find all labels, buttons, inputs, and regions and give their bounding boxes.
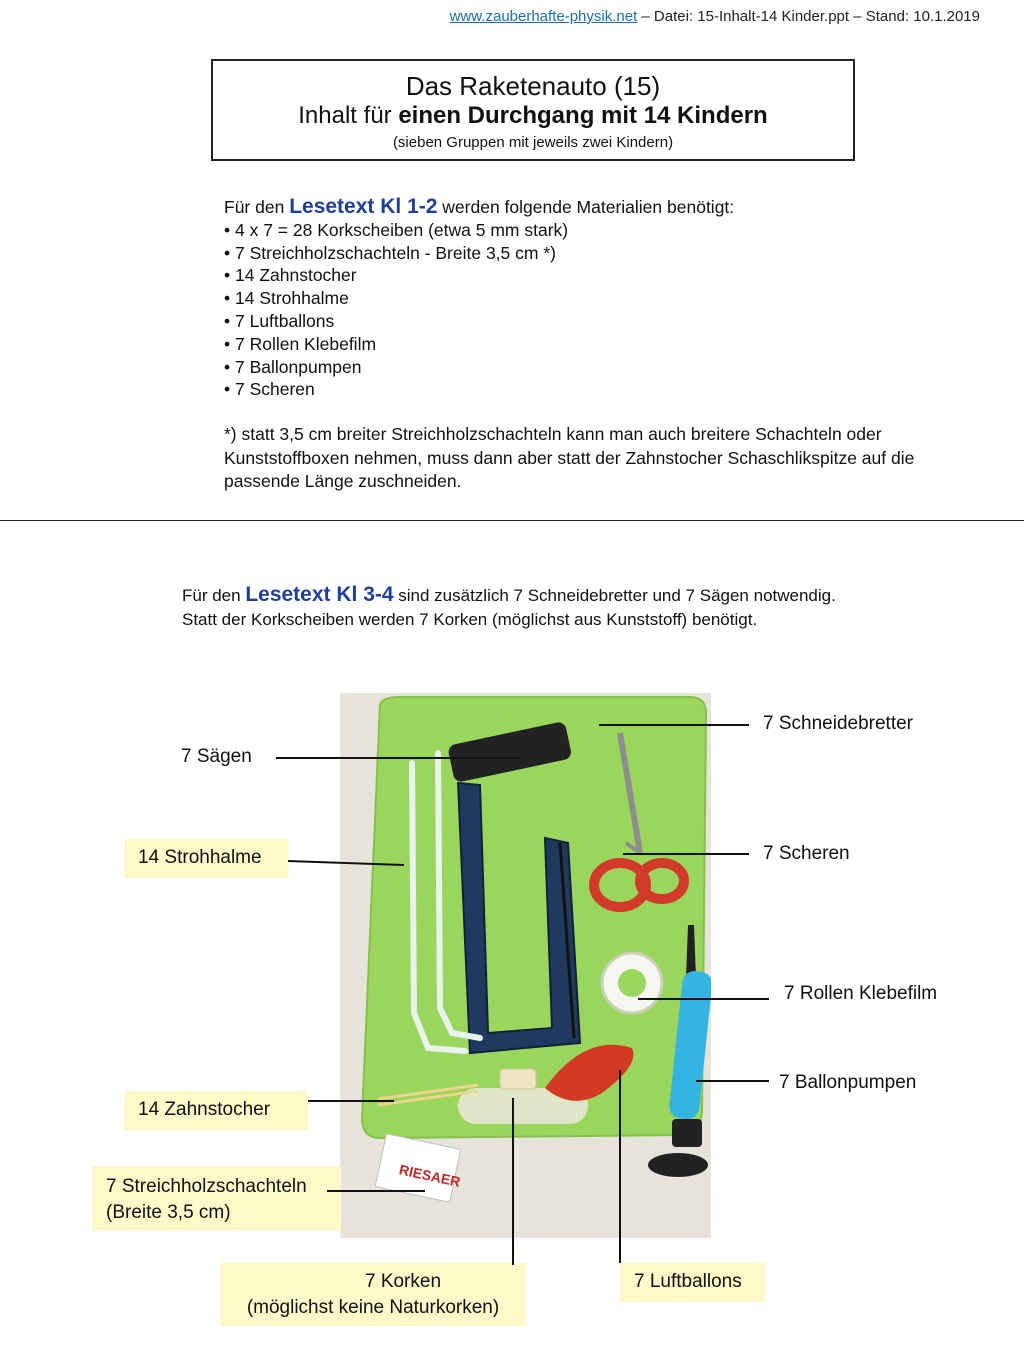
- materials-photo: [340, 693, 711, 1238]
- label-line: (möglichst keine Naturkorken): [246, 1297, 500, 1318]
- label-line: 7 Korken: [364, 1271, 442, 1292]
- subtitle-prefix: Inhalt für: [298, 102, 399, 129]
- intro-prefix: Für den: [224, 197, 290, 217]
- pointer-line: [308, 1100, 394, 1102]
- pointer-line: [327, 1190, 425, 1192]
- label-luftballons: 7 Luftballons: [620, 1263, 765, 1302]
- pointer-line: [512, 1098, 514, 1265]
- label-klebefilm: 7 Rollen Klebefilm: [784, 983, 938, 1004]
- pump-handle: [672, 1119, 702, 1147]
- list-item: • 14 Strohhalme: [224, 288, 349, 309]
- subtitle-bold: einen Durchgang mit 14 Kindern: [398, 102, 768, 129]
- file-info: – Datei: 15-Inhalt-14 Kinder.ppt – Stand: 10.1.2019: [637, 8, 980, 25]
- label-schneidebretter: 7 Schneidebretter: [763, 713, 913, 734]
- matchbox-brand: RIESAER: [397, 1161, 462, 1190]
- pointer-line: [619, 1070, 621, 1263]
- intro-suffix: sind zusätzlich 7 Schneidebretter und 7 Sägen notwendig.: [393, 586, 836, 605]
- label-ballonpumpen: 7 Ballonpumpen: [779, 1072, 917, 1093]
- label-saegen: 7 Sägen: [181, 746, 252, 767]
- label-streichholzschachteln: [92, 1166, 341, 1231]
- section1-intro: [224, 196, 964, 219]
- page-subtitle: [213, 102, 853, 130]
- pointer-line: [599, 724, 749, 726]
- label-line: 7 Streichholzschachteln: [106, 1176, 307, 1197]
- pump-base: [648, 1153, 708, 1177]
- page-subtitle-note: (sieben Gruppen mit jeweils zwei Kindern): [392, 134, 674, 151]
- materials-list: [224, 219, 964, 401]
- lesetext-3-4-highlight: Lesetext Kl 3-4: [245, 583, 394, 606]
- intro-suffix: werden folgende Materialien benötigt:: [437, 197, 735, 217]
- pointer-line: [623, 853, 749, 855]
- list-item: • 14 Zahnstocher: [224, 265, 357, 286]
- file-header: [0, 8, 980, 25]
- intro-prefix: Für den: [182, 586, 246, 605]
- pointer-line: [696, 1080, 769, 1082]
- materials-section-3-4: [182, 583, 962, 632]
- photo-illustration: [340, 693, 711, 1238]
- section2-line2: Statt der Korkscheiben werden 7 Korken (möglichst aus Kunststoff) benötigt.: [182, 610, 758, 629]
- list-item: • 7 Scheren: [224, 379, 315, 400]
- lesetext-1-2-highlight: Lesetext Kl 1-2: [289, 195, 438, 218]
- tape-roll-center: [618, 969, 646, 997]
- label-strohhalme: 14 Strohhalme: [124, 839, 288, 878]
- section2-intro: [182, 583, 962, 608]
- label-scheren: 7 Scheren: [763, 843, 850, 864]
- footnote: *) statt 3,5 cm breiter Streichholzschachteln kann man auch breitere Schachteln oder Kunststoffboxen nehmen, muss dann aber statt der Zahnstocher Schaschlikspitze auf die passende Länge zuschneiden.: [224, 424, 915, 492]
- list-item: • 7 Streichholzschachteln - Breite 3,5 cm *): [224, 242, 556, 263]
- pointer-line: [276, 757, 521, 759]
- section-divider: [0, 520, 1024, 521]
- label-line: (Breite 3,5 cm): [106, 1202, 231, 1223]
- label-zahnstocher: 14 Zahnstocher: [124, 1091, 308, 1130]
- pointer-line: [638, 998, 769, 1000]
- label-korken: [220, 1263, 526, 1326]
- list-item: • 4 x 7 = 28 Korkscheiben (etwa 5 mm stark): [224, 219, 569, 240]
- list-item: • 7 Ballonpumpen: [224, 356, 362, 377]
- materials-section-1-2: [224, 196, 964, 494]
- title-box: [211, 59, 855, 161]
- list-item: • 7 Rollen Klebefilm: [224, 333, 377, 354]
- list-item: • 7 Luftballons: [224, 310, 335, 331]
- page-title: Das Raketenauto (15): [405, 71, 661, 101]
- website-link[interactable]: www.zauberhafte-physik.net: [449, 8, 638, 25]
- cork: [500, 1069, 536, 1089]
